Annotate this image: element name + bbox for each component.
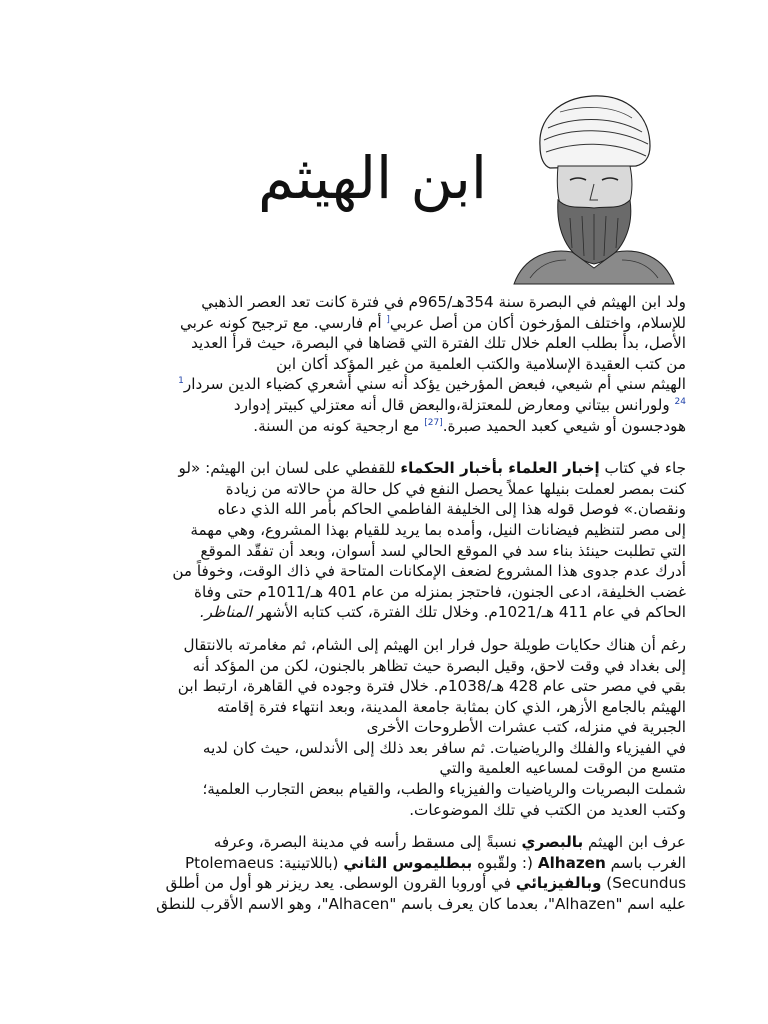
text-span: عليه اسم "Alhazen"، بعدما كان يعرف باسم "Alhacen"، وهو الاسم الأقرب للنطق [156, 895, 686, 914]
text-line [92, 541, 686, 562]
text-line [92, 853, 686, 874]
document-header [0, 80, 768, 290]
text-span: ونقصان.» فوصل قوله هذا إلى الخليفة الفاطمي الحاكم بأمر الله الذي دعاه [217, 500, 686, 519]
text-line [92, 292, 686, 313]
text-line [92, 520, 686, 541]
text-line [92, 582, 686, 603]
text-span: كنت بمصر لعملت بنيلها عملاً يحصل النفع في كل حالة من حالاته من زيادة [225, 479, 686, 498]
text-line [92, 354, 686, 375]
paragraph-birth [92, 292, 686, 436]
text-span: شملت البصريات والرياضيات والفيزياء والطب، والقيام ببعض التجارب العلمية؛ [202, 780, 686, 799]
text-span: متسع من الوقت لمساعيه العلمية والتي [439, 759, 686, 778]
text-line [92, 656, 686, 677]
text-line [92, 832, 686, 853]
citation-link[interactable]: 24 [674, 396, 686, 407]
bold-term: وبالفيزيائي [515, 874, 602, 893]
text-span: في الفيزياء والفلك والرياضيات. ثم سافر بعد ذلك إلى الأندلس، حيث كان لديه [202, 738, 686, 757]
text-span: إلى بغداد في وقت لاحق، وقيل البصرة حيث تظاهر بالجنون، لكن من المؤكد أنه [192, 656, 686, 675]
text-line [92, 499, 686, 520]
text-line [92, 676, 686, 697]
text-span: (: ولقّبوه [472, 853, 538, 872]
paragraph-names [92, 832, 686, 914]
text-span: الغرب باسم [605, 853, 686, 872]
article-body [92, 292, 686, 927]
page-title: ابن الهيثم [258, 144, 487, 212]
text-line [92, 717, 686, 738]
text-span: أم فارسي. مع ترجيح كونه عربي [179, 313, 387, 332]
text-span: الهيثم بالجامع الأزهر، الذي كان بمثابة جامعة المدينة، وبعد انتهاء فترة إقامته [216, 697, 686, 716]
text-line [92, 374, 686, 395]
text-line [92, 479, 686, 500]
text-span: للإسلام، واختلف المؤرخون أكان من أصل عربي [389, 313, 686, 332]
text-span: أدرك عدم جدوى هذا المشروع لضعف الإمكانات المتاحة في ذاك الوقت، وخوفاً من [172, 562, 686, 581]
text-span: نسبةً إلى مسقط رأسه في مدينة البصرة، وعرفه [213, 833, 522, 852]
text-line [92, 697, 686, 718]
text-span: الهيثم سني أم شيعي، فبعض المؤرخين يؤكد أنه سني أشعري كضياء الدين سردار [183, 375, 686, 394]
text-span: التي تطلبت حينئذ بناء سد في الموقع الحالي لسد أسوان، وبعد أن تفقّد الموقع [200, 541, 686, 560]
text-span: في أوروبا القرون الوسطى. يعد ريزنر هو أول من أطلق [165, 874, 516, 893]
text-span: غضب الخليفة، ادعى الجنون، فاحتجز بمنزله من عام 401 هـ/1011م حتى وفاة [194, 582, 686, 601]
text-span: Secundus) [601, 874, 686, 893]
text-span: وكتب العديد من الكتب في تلك الموضوعات. [409, 800, 686, 819]
bold-term: Alhazen [537, 853, 606, 872]
book-title: إخبار العلماء بأخبار الحكماء [400, 459, 600, 478]
citation-link[interactable]: [ [386, 314, 390, 325]
text-line [92, 416, 686, 437]
text-span: من كتب العقيدة الإسلامية والكتب العلمية من غير المؤكد أكان ابن [276, 354, 686, 373]
text-span: بقي في مصر حتى عام 428 هـ/1038م. خلال فترة وجوده في القاهرة، ارتبط ابن [177, 677, 686, 696]
text-line [92, 313, 686, 334]
paragraph-egypt [92, 458, 686, 623]
text-span: رغم أن هناك حكايات طويلة حول فرار ابن الهيثم إلى الشام، ثم مغامرته بالانتقال [183, 635, 686, 654]
text-span: هودجسون أو شيعي كعبد الحميد صبرة. [442, 416, 686, 435]
text-line [92, 779, 686, 800]
text-span: جاء في كتاب [599, 459, 686, 478]
text-span: ولد ابن الهيثم في البصرة سنة 354هـ/965م في فترة كانت تعد العصر الذهبي [201, 293, 686, 311]
text-span: عرف ابن الهيثم [583, 833, 686, 852]
text-line [92, 894, 686, 915]
text-span: الأصل، بدأ بطلب العلم خلال تلك الفترة التي قضاها في البصرة، حيث قرأ العديد [191, 334, 686, 353]
text-line [92, 458, 686, 479]
text-line [92, 738, 686, 759]
text-line [92, 333, 686, 354]
text-span: (باللاتينية: Ptolemaeus [184, 853, 344, 872]
text-span: الحاكم في عام 411 هـ/1021م. وخلال تلك الفترة، كتب كتابه الأشهر [252, 603, 686, 622]
citation-link[interactable]: 1 [178, 376, 184, 387]
citation-link[interactable]: [27] [424, 417, 443, 428]
text-line [92, 873, 686, 894]
text-line [92, 602, 686, 623]
book-title: المناظر. [199, 603, 253, 622]
text-line [92, 758, 686, 779]
text-span: إلى مصر لتنظيم فيضانات النيل، وأمده بما يريد للقيام بهذا المشروع، وهي مهمة [190, 520, 686, 539]
text-line [92, 395, 686, 416]
portrait-engraving-icon [500, 88, 682, 288]
text-span: الجبرية في منزله، كتب عشرات الأطروحات الأخرى [366, 718, 686, 737]
bold-term: ببطليموس الثاني [343, 853, 473, 872]
text-line [92, 561, 686, 582]
bold-term: بالبصري [521, 833, 584, 852]
text-span: للقفطي على لسان ابن الهيثم: «لو [178, 459, 401, 478]
text-span: ولورانس بيتاني ومعارض للمعتزلة،والبعض قال أنه معتزلي كبيتر إدوارد [233, 395, 675, 414]
paragraph-cairo [92, 635, 686, 820]
text-span: مع ارجحية كونه من السنة. [253, 416, 425, 435]
text-line [92, 635, 686, 656]
text-line [92, 800, 686, 821]
